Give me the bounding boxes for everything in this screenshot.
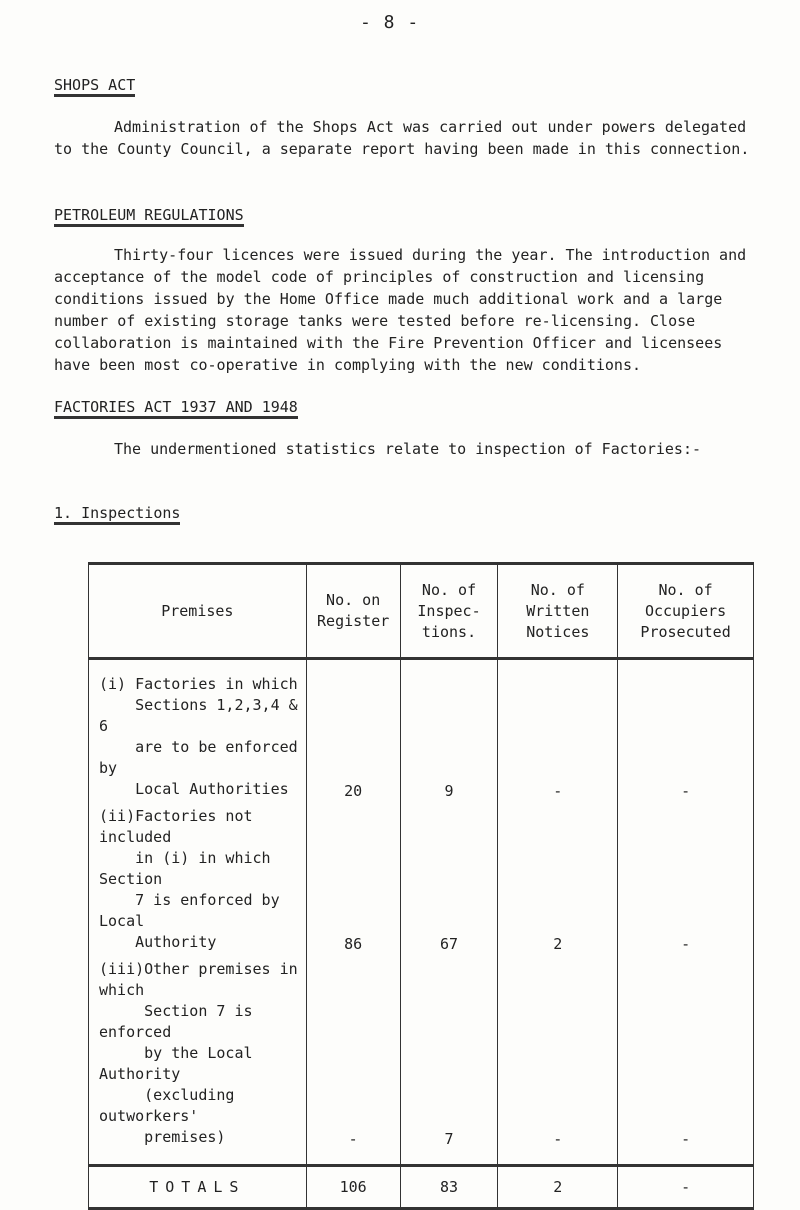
header-premises: Premises <box>89 564 307 659</box>
shops-act-text: Administration of the Shops Act was carried out under powers delegated to the County Council, a separate report having been made in this connection. <box>54 118 750 158</box>
factories-heading: FACTORIES ACT 1937 AND 1948 <box>54 398 298 419</box>
totals-prosecuted: - <box>618 1166 754 1209</box>
shops-act-heading: SHOPS ACT <box>54 76 135 97</box>
row-prosecuted: - <box>618 659 754 803</box>
row-notices: - <box>498 659 618 803</box>
inspections-table <box>88 562 754 1210</box>
page-number: - 8 - <box>360 12 420 33</box>
row-register: 20 <box>306 659 400 803</box>
totals-inspections: 83 <box>400 1166 498 1209</box>
totals-register: 106 <box>306 1166 400 1209</box>
row-premises: (ii)Factories not included in (i) in which Section 7 is enforced by Local Authority <box>89 802 307 955</box>
row-register: - <box>306 955 400 1166</box>
row-premises: (i) Factories in which Sections 1,2,3,4 & 6 are to be enforced by Local Authorities <box>89 659 307 803</box>
row-register: 86 <box>306 802 400 955</box>
petroleum-text: Thirty-four licences were issued during the year. The introduction and acceptance of the model code of principles of construction and licensing conditions issued by the Home Office made much additional work and a large number of existing storage tanks were tested before re-licensing. Close collaboration is maintained with the Fire Prevention Officer and licensees have been most co-operative in complying with the new conditions. <box>54 246 747 374</box>
row-premises: (iii)Other premises in which Section 7 is enforced by the Local Authority (excluding outworkers' premises) <box>89 955 307 1166</box>
header-inspections: No. of Inspec- tions. <box>400 564 498 659</box>
shops-act-paragraph <box>54 116 754 160</box>
row-inspections: 9 <box>400 659 498 803</box>
header-register: No. on Register <box>306 564 400 659</box>
row-inspections: 7 <box>400 955 498 1166</box>
header-notices: No. of Written Notices <box>498 564 618 659</box>
table-header-row <box>89 564 754 659</box>
totals-label: TOTALS <box>89 1166 307 1209</box>
row-notices: 2 <box>498 802 618 955</box>
totals-row <box>89 1166 754 1209</box>
totals-notices: 2 <box>498 1166 618 1209</box>
row-prosecuted: - <box>618 955 754 1166</box>
table-row <box>89 659 754 803</box>
header-prosecuted: No. of Occupiers Prosecuted <box>618 564 754 659</box>
factories-text: The undermentioned statistics relate to inspection of Factories:- <box>114 440 701 458</box>
row-prosecuted: - <box>618 802 754 955</box>
petroleum-heading: PETROLEUM REGULATIONS <box>54 206 244 227</box>
inspections-subheading: 1. Inspections <box>54 504 180 525</box>
row-notices: - <box>498 955 618 1166</box>
factories-paragraph <box>54 438 754 460</box>
petroleum-paragraph <box>54 244 754 376</box>
table-row <box>89 955 754 1166</box>
row-inspections: 67 <box>400 802 498 955</box>
table-row <box>89 802 754 955</box>
